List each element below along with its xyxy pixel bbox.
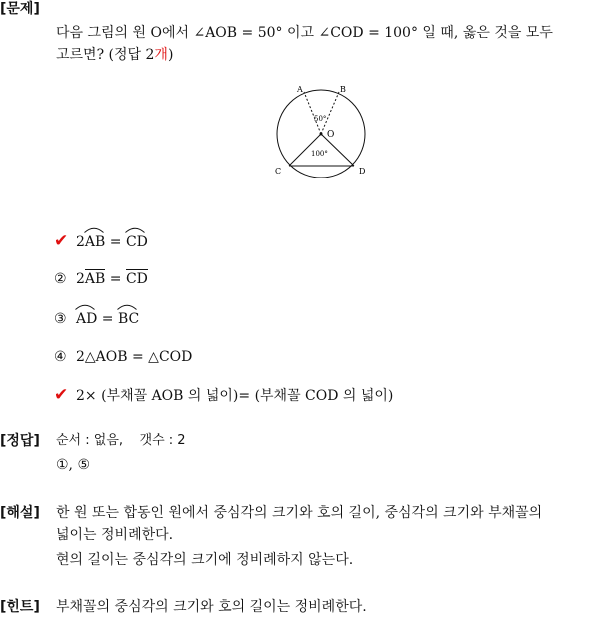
answer-line-2: ①, ⑤ <box>56 457 91 473</box>
arc-ad <box>76 308 97 330</box>
choice-2-coef: 2 <box>76 271 85 287</box>
radius-ob <box>321 92 339 134</box>
problem-text <box>56 22 589 66</box>
explanation-text <box>56 502 589 571</box>
label-c: C <box>275 167 282 176</box>
radius-oa <box>304 92 321 134</box>
correct-check-icon: ✔ <box>54 231 69 251</box>
arc-mark-icon <box>125 226 145 233</box>
explanation-label: [해설] <box>0 505 40 521</box>
choice-1 <box>54 230 148 253</box>
label-o: O <box>327 130 335 140</box>
overline-mark-icon <box>126 269 148 270</box>
center-point <box>320 133 323 136</box>
arc-cd-label: CD <box>125 234 148 250</box>
chord-cd <box>126 268 148 290</box>
equals-sign: = <box>101 311 114 327</box>
angle-aob-label: 50° <box>314 115 327 123</box>
arc-mark-icon <box>75 303 95 310</box>
hint-label: [힌트] <box>0 599 40 615</box>
choice-5 <box>54 384 393 407</box>
arc-ab <box>85 231 105 253</box>
chord-cd-label: CD <box>125 271 148 287</box>
arc-bc <box>118 308 139 330</box>
equals-sign: = <box>109 234 122 250</box>
problem-line-2 <box>56 44 589 66</box>
arc-ad-label: AD <box>76 311 98 327</box>
label-a: A <box>297 85 303 94</box>
chord-ab-label: AB <box>84 271 106 287</box>
arc-bc-label: BC <box>117 311 140 327</box>
choice-2 <box>54 268 148 290</box>
choice-4-number: ④ <box>54 349 67 365</box>
choice-3-number: ③ <box>54 311 67 327</box>
overline-mark-icon <box>85 269 105 270</box>
choice-1-coef: 2 <box>76 234 85 250</box>
label-b: B <box>340 85 346 94</box>
choice-2-number: ② <box>54 271 67 287</box>
chord-ab <box>85 268 105 290</box>
explanation-line-2: 넓이는 정비례한다. <box>56 527 174 543</box>
answer-label: [정답] <box>0 433 40 449</box>
explanation-line-3: 현의 길이는 중심각의 크기에 정비례하지 않는다. <box>56 552 354 568</box>
explanation-line-1: 한 원 또는 합동인 원에서 중심각의 크기와 호의 길이, 중심각의 크기와 부채꼴의 <box>56 505 543 521</box>
arc-mark-icon <box>84 226 104 233</box>
problem-line-2-suffix: ) <box>167 47 174 63</box>
choice-3 <box>54 308 139 330</box>
arc-ab-label: AB <box>84 234 106 250</box>
arc-mark-icon <box>117 303 137 310</box>
answer-line-1: 순서 : 없음, 갯수 : 2 <box>56 433 186 448</box>
label-d: D <box>359 167 366 176</box>
equals-sign: = <box>109 271 122 287</box>
problem-label: [문제] <box>0 1 40 17</box>
arc-cd <box>126 231 148 253</box>
choice-5-text: 2× (부채꼴 AOB 의 넓이)= (부채꼴 COD 의 넓이) <box>76 388 394 404</box>
problem-line-1: 다음 그림의 원 O에서 ∠AOB = 50° 이고 ∠COD = 100° 일 때, 옳은 것을 모두 <box>56 25 553 41</box>
answer-count-highlight: 개 <box>154 47 168 63</box>
correct-check-icon: ✔ <box>54 385 69 405</box>
choice-4 <box>54 346 192 368</box>
choice-4-text: 2△AOB = △COD <box>76 349 193 365</box>
problem-line-2-prefix: 고르면? (정답 2 <box>56 47 155 63</box>
hint-text: 부채꼴의 중심각의 크기와 호의 길이는 정비례한다. <box>56 599 367 615</box>
circle-figure <box>266 82 378 178</box>
angle-cod-label: 100° <box>311 150 328 158</box>
